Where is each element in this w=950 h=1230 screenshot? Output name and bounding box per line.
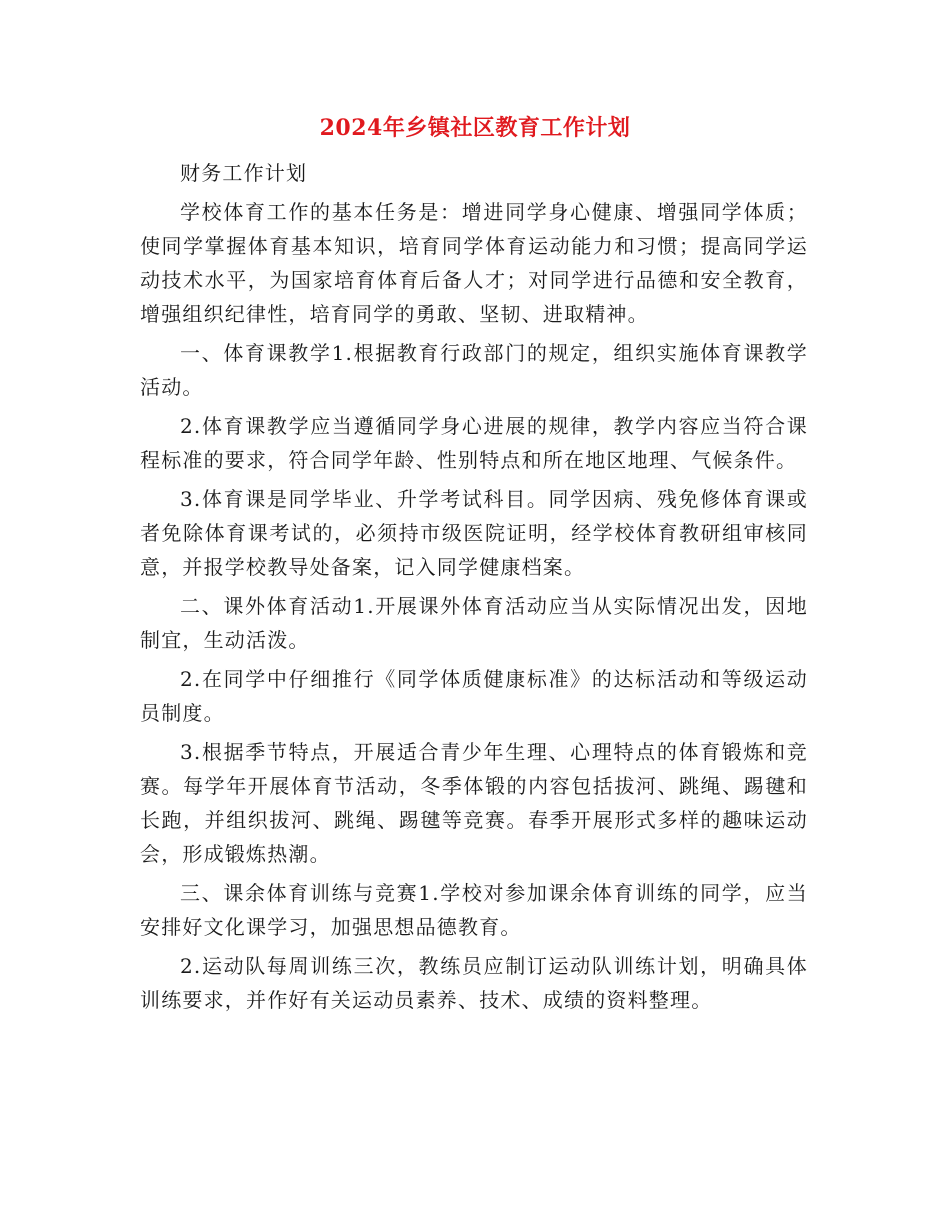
paragraph: 3.体育课是同学毕业、升学考试科目。同学因病、残免修体育课或者免除体育课考试的，必须持市级医院证明，经学校体育教研组审核同意，并报学校教导处备案，记入同学健康档案。 — [140, 487, 808, 579]
paragraph: 2.体育课教学应当遵循同学身心进展的规律，教学内容应当符合课程标准的要求，符合同学年龄、性别特点和所在地区地理、气候条件。 — [140, 414, 808, 472]
paragraph: 2.运动队每周训练三次，教练员应制订运动队训练计划，明确具体训练要求，并作好有关运动员素养、技术、成绩的资料整理。 — [140, 954, 808, 1012]
paragraph: 一、体育课教学1.根据教育行政部门的规定，组织实施体育课教学活动。 — [140, 341, 808, 399]
paragraph: 三、课余体育训练与竞赛1.学校对参加课余体育训练的同学，应当安排好文化课学习，加强思想品德教育。 — [140, 881, 808, 939]
paragraph: 二、课外体育活动1.开展课外体育活动应当从实际情况出发，因地制宜，生动活泼。 — [140, 594, 808, 652]
paragraph: 2.在同学中仔细推行《同学体质健康标准》的达标活动和等级运动员制度。 — [140, 667, 808, 725]
paragraph: 学校体育工作的基本任务是：增进同学身心健康、增强同学体质；使同学掌握体育基本知识，培育同学体育运动能力和习惯；提高同学运动技术水平，为国家培育体育后备人才；对同学进行品德和安全教育，增强组织纪律性，培育同学的勇敢、坚韧、进取精神。 — [140, 200, 808, 326]
paragraph: 财务工作计划 — [180, 161, 308, 185]
paragraph: 3.根据季节特点，开展适合青少年生理、心理特点的体育锻炼和竞赛。每学年开展体育节活动，冬季体锻的内容包括拔河、跳绳、踢毽和长跑，并组织拔河、跳绳、踢毽等竞赛。春季开展形式多样的趣味运动会，形成锻炼热潮。 — [140, 740, 808, 866]
document-title: 2024年乡镇社区教育工作计划 — [319, 115, 631, 141]
document-body — [140, 156, 808, 1022]
